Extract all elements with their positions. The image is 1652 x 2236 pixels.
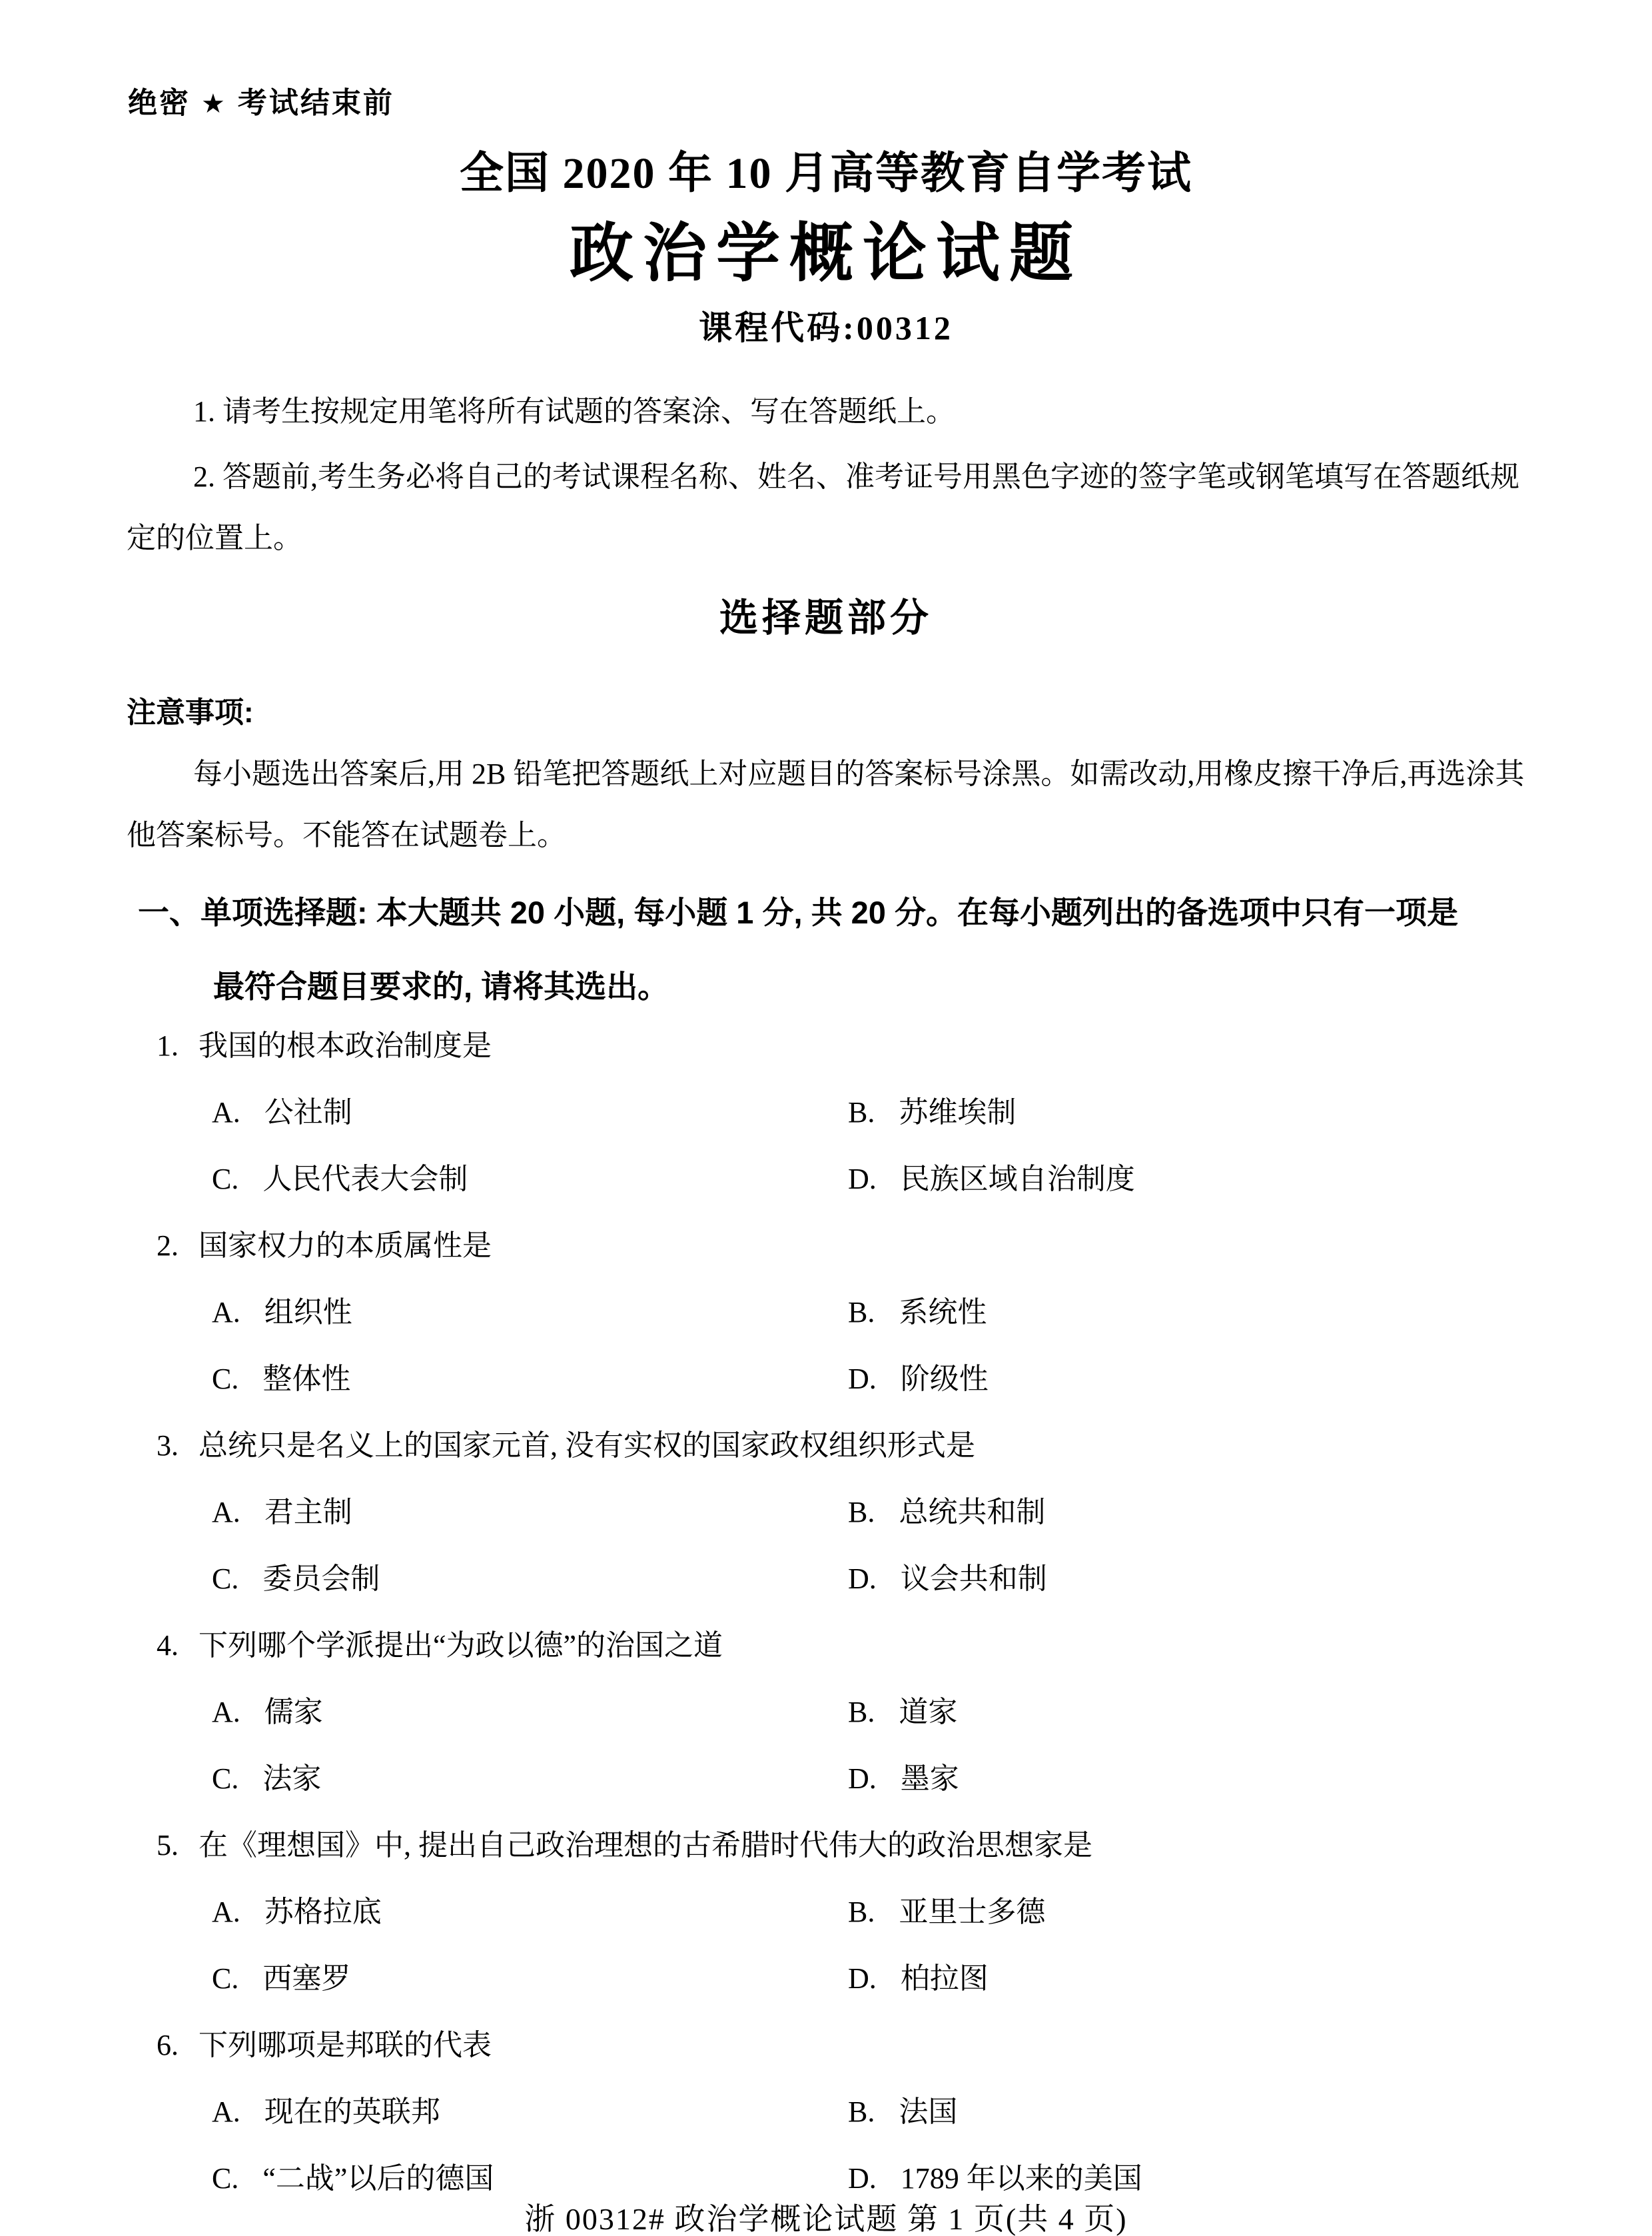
option-b	[848, 1479, 1484, 1546]
option-b	[848, 2079, 1484, 2145]
option-text: 法家	[262, 1762, 322, 1795]
option-label: B.	[848, 1696, 875, 1728]
option-text: 议会共和制	[900, 1562, 1047, 1595]
part-one-heading: 一、单项选择题: 本大题共 20 小题, 每小题 1 分, 共 20 分。在每小题列出的备选项中只有一项是最符合题目要求的, 请将其选出。	[138, 895, 1458, 1004]
option-label: D.	[848, 1363, 877, 1395]
option-text: 苏格拉底	[264, 1896, 382, 1928]
option-d	[848, 1946, 1484, 2012]
question-text: 下列哪项是邦联的代表	[199, 2029, 492, 2061]
option-d	[848, 1146, 1484, 1213]
option-text: “二战”以后的德国	[262, 2162, 494, 2195]
option-text: 人民代表大会制	[262, 1163, 468, 1195]
option-b	[848, 1879, 1484, 1946]
option-label: C.	[212, 1562, 239, 1595]
option-row	[0, 1079, 1652, 1146]
option-a	[212, 1679, 848, 1746]
option-row	[0, 1479, 1652, 1546]
option-label: B.	[848, 1296, 875, 1329]
classification-note: 考试结束前	[237, 87, 394, 119]
option-row	[0, 1746, 1652, 1812]
question-text: 总统只是名义上的国家元首, 没有实权的国家政权组织形式是	[199, 1429, 975, 1462]
paper-title: 政治学概论试题	[570, 218, 1082, 289]
option-text: 组织性	[264, 1296, 352, 1329]
option-text: 柏拉图	[900, 1962, 989, 1995]
option-label: A.	[212, 1496, 240, 1528]
option-c	[212, 1546, 848, 1612]
option-label: C.	[212, 1163, 239, 1195]
question-text: 下列哪个学派提出“为政以德”的治国之道	[199, 1629, 723, 1662]
option-label: B.	[848, 1896, 875, 1928]
option-a	[212, 2079, 848, 2145]
question-number: 6.	[157, 2029, 179, 2061]
option-text: 公社制	[264, 1096, 352, 1129]
option-text: 总统共和制	[899, 1496, 1046, 1528]
question-text: 国家权力的本质属性是	[199, 1229, 492, 1262]
option-label: A.	[212, 2095, 240, 2128]
section-heading: 选择题部分	[719, 596, 933, 640]
option-row	[0, 2079, 1652, 2145]
option-label: A.	[212, 1696, 240, 1728]
option-label: D.	[848, 2162, 877, 2195]
option-row	[0, 1946, 1652, 2012]
option-label: D.	[848, 1163, 877, 1195]
question-list	[0, 1013, 1652, 2212]
option-d	[848, 1346, 1484, 1412]
option-text: 君主制	[264, 1496, 352, 1528]
option-c	[212, 1946, 848, 2012]
option-text: 道家	[899, 1696, 958, 1728]
question-stem	[0, 1013, 1652, 1079]
option-row	[0, 1879, 1652, 1946]
option-label: B.	[848, 1496, 875, 1528]
question-number: 5.	[157, 1829, 179, 1862]
option-label: A.	[212, 1896, 240, 1928]
question-stem	[0, 1213, 1652, 1279]
option-text: 民族区域自治制度	[900, 1163, 1135, 1195]
option-d	[848, 1746, 1484, 1812]
notes-body: 每小题选出答案后,用 2B 铅笔把答题纸上对应题目的答案标号涂黑。如需改动,用橡皮擦干净后,再选涂其他答案标号。不能答在试题卷上。	[127, 758, 1525, 851]
option-label: C.	[212, 1363, 239, 1395]
option-text: 墨家	[900, 1762, 959, 1795]
star-icon: ★	[201, 89, 227, 119]
option-label: D.	[848, 1962, 877, 1995]
option-c	[212, 1146, 848, 1213]
option-label: A.	[212, 1296, 240, 1329]
notice-item-2: 2. 答题前,考生务必将自己的考试课程名称、姓名、准考证号用黑色字迹的签字笔或钢笔填写在答题纸规定的位置上。	[127, 460, 1519, 554]
option-text: 儒家	[264, 1696, 323, 1728]
question-number: 4.	[157, 1629, 179, 1662]
option-row	[0, 1546, 1652, 1612]
option-b	[848, 1679, 1484, 1746]
question-stem	[0, 2012, 1652, 2079]
option-label: C.	[212, 1962, 239, 1995]
option-text: 整体性	[262, 1363, 351, 1395]
option-a	[212, 1279, 848, 1346]
option-label: A.	[212, 1096, 240, 1129]
option-c	[212, 1746, 848, 1812]
exam-session-title: 全国 2020 年 10 月高等教育自学考试	[460, 149, 1192, 198]
classification-banner	[128, 79, 394, 121]
option-text: 阶级性	[900, 1363, 989, 1395]
option-text: 现在的英联邦	[264, 2095, 440, 2128]
option-a	[212, 1479, 848, 1546]
classification-level: 绝密	[128, 87, 191, 119]
question-stem	[0, 1612, 1652, 1679]
page-footer: 浙 00312# 政治学概论试题 第 1 页(共 4 页)	[524, 2202, 1128, 2236]
question-number: 1.	[157, 1029, 179, 1062]
option-a	[212, 1879, 848, 1946]
question-number: 2.	[157, 1229, 179, 1262]
option-row	[0, 1346, 1652, 1412]
option-label: C.	[212, 2162, 239, 2195]
notice-item-1: 1. 请考生按规定用笔将所有试题的答案涂、写在答题纸上。	[193, 395, 955, 428]
option-label: B.	[848, 2095, 875, 2128]
option-text: 苏维埃制	[899, 1096, 1017, 1129]
question-number: 3.	[157, 1429, 179, 1462]
option-text: 西塞罗	[262, 1962, 351, 1995]
question-text: 在《理想国》中, 提出自己政治理想的古希腊时代伟大的政治思想家是	[199, 1829, 1092, 1862]
option-label: B.	[848, 1096, 875, 1129]
option-text: 系统性	[899, 1296, 987, 1329]
option-label: D.	[848, 1762, 877, 1795]
option-text: 亚里士多德	[899, 1896, 1046, 1928]
option-text: 1789 年以来的美国	[900, 2162, 1142, 2195]
option-row	[0, 1146, 1652, 1213]
course-code: 课程代码:00312	[699, 309, 953, 346]
option-a	[212, 1079, 848, 1146]
notes-heading: 注意事项:	[127, 696, 254, 729]
option-row	[0, 1679, 1652, 1746]
option-b	[848, 1079, 1484, 1146]
option-text: 委员会制	[262, 1562, 380, 1595]
question-stem	[0, 1812, 1652, 1879]
option-c	[212, 1346, 848, 1412]
option-label: D.	[848, 1562, 877, 1595]
option-d	[848, 1546, 1484, 1612]
question-stem	[0, 1412, 1652, 1479]
question-text: 我国的根本政治制度是	[199, 1029, 492, 1062]
option-label: C.	[212, 1762, 239, 1795]
option-b	[848, 1279, 1484, 1346]
option-text: 法国	[899, 2095, 958, 2128]
option-row	[0, 1279, 1652, 1346]
